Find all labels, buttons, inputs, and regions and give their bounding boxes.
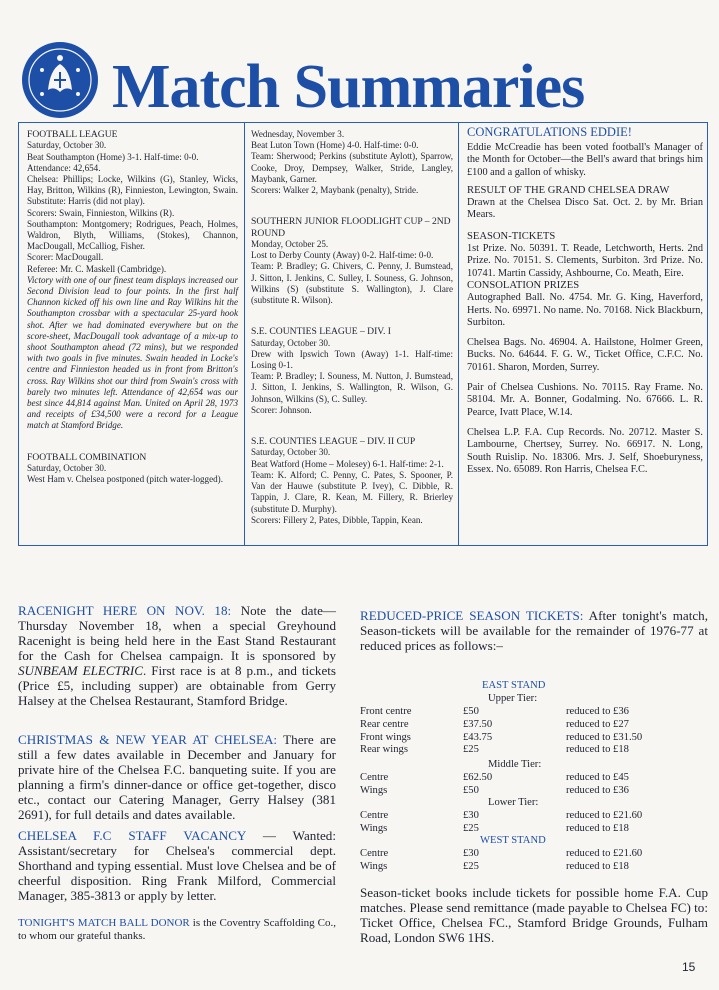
reduced-price: reduced to £18 bbox=[566, 822, 629, 834]
stand-section: Centre bbox=[360, 810, 389, 821]
books-notice: Season-ticket books include tickets for possible home F.A. Cup matches. Please send remittance (made payable to Chelsea FC) to: Ticket Office, Chelsea FC., Stamford Bridge Grounds, Fulham Road, London SW6 1HS. bbox=[360, 885, 708, 945]
full-price: £37.50 bbox=[463, 718, 493, 730]
div1-team: Team: P. Bradley; I. Souness, M. Nutton, J. Bumstead, J. Sitton, I. Jenkins, S. Wallington, R. Wilson, G. Johnson, Wilkins (S), C. Sulley. bbox=[251, 371, 453, 404]
southampton-scorer: Scorer: MacDougall. bbox=[27, 252, 104, 263]
stand-section: Wings bbox=[360, 860, 388, 872]
draw-text: Drawn at the Chelsea Disco Sat. Oct. 2. by Mr. Brian Mears. bbox=[467, 197, 703, 221]
price-row bbox=[360, 823, 708, 836]
reduced-price: reduced to £27 bbox=[566, 718, 629, 730]
consolation-heading: CONSOLATION PRIZES bbox=[467, 279, 580, 291]
reduced-price: reduced to £31.50 bbox=[566, 731, 643, 743]
attendance: Attendance: 42,654. bbox=[27, 162, 101, 173]
full-price: £25 bbox=[463, 744, 479, 756]
west-stand-heading: WEST STAND bbox=[480, 835, 546, 846]
full-price: £30 bbox=[463, 848, 479, 859]
racenight-heading: RACENIGHT HERE ON NOV. 18: bbox=[18, 603, 232, 618]
combination-heading: FOOTBALL COMBINATION bbox=[27, 451, 147, 463]
southampton-lineup: Southampton: Montgomery; Rodrigues, Peach, Holmes, Waldron, Blyth, Williams, (Stokes), Channon, MacDougall, McCalliog, Fisher. bbox=[27, 218, 238, 252]
price-row bbox=[360, 772, 708, 785]
div1-result: Drew with Ipswich Town (Away) 1-1. Half-time: Losing 0-1. bbox=[251, 348, 453, 371]
luton-scorers: Scorers: Walker 2, Maybank (penalty), Stride. bbox=[251, 185, 419, 196]
reduced-price: reduced to £18 bbox=[566, 860, 629, 872]
div1-date: Saturday, October 30. bbox=[251, 337, 331, 348]
floodlight-result: Lost to Derby County (Away) 0-2. Half-time: 0-0. bbox=[251, 250, 434, 261]
luton-date: Wednesday, November 3. bbox=[251, 129, 345, 139]
donor-notice bbox=[18, 917, 336, 943]
racenight-text-1: Note the date—Thursday November 18, when a special Greyhound Racenight is being held here in the East Stand Restaurant for the Cash for Chelsea campaign. It is sponsored by bbox=[18, 603, 336, 663]
floodlight-date: Monday, October 25. bbox=[251, 239, 329, 250]
column-announcements bbox=[459, 123, 709, 545]
reduced-price: reduced to £36 bbox=[566, 784, 629, 796]
lower-tier-label: Lower Tier: bbox=[488, 797, 539, 808]
congrats-text: Eddie McCreadie has been voted football's Manager of the Month for October—the Bell's award that brings him £100 and a gallon of whisky. bbox=[467, 142, 703, 178]
racenight-notice bbox=[18, 603, 336, 708]
reduced-price: reduced to £21.60 bbox=[566, 848, 643, 859]
middle-tier-label: Middle Tier: bbox=[488, 759, 542, 770]
price-row bbox=[360, 706, 708, 719]
racenight-text-2: . First race is at 8 p.m., and tickets (Price £5, including supper) are obtainable from Gerry Halsey at the Chelsea Restaurant, Stamford Bridge. bbox=[18, 663, 336, 708]
christmas-text: There are still a few dates available in December and January for private hire of the Chelsea F.C. banqueting suite. If you are planning a firm's dinner-dance or office get-together, disco etc., contact our Catering Manager, Gerry Halsey (381 2691), for full details and dates available. bbox=[18, 732, 336, 822]
price-row bbox=[360, 785, 708, 798]
christmas-notice bbox=[18, 732, 336, 822]
floodlight-heading: SOUTHERN JUNIOR FLOODLIGHT CUP – 2ND ROUND bbox=[251, 216, 451, 239]
referee: Referee: Mr. C. Maskell (Cambridge). bbox=[27, 263, 167, 274]
stand-section: Front centre bbox=[360, 706, 412, 717]
page-number: 15 bbox=[682, 960, 696, 974]
page-title: Match Summaries bbox=[112, 53, 585, 121]
east-stand-heading: EAST STAND bbox=[482, 680, 546, 691]
vacancy-notice bbox=[18, 828, 336, 903]
vacancy-heading: CHELSEA F.C STAFF VACANCY bbox=[18, 828, 246, 843]
full-price: £25 bbox=[463, 822, 479, 834]
bags-text: Chelsea Bags. No. 46904. A. Hailstone, Holmer Green, Bucks. No. 64644. F. G. W., Ticket Office, C.F.C. No. 70161. Sharon, Morden, Surrey. bbox=[467, 337, 703, 373]
full-price: £25 bbox=[463, 860, 479, 872]
reduced-price: reduced to £21.60 bbox=[566, 810, 643, 821]
donor-heading: TONIGHT'S MATCH BALL DONOR bbox=[18, 917, 190, 929]
draw-heading: RESULT OF THE GRAND CHELSEA DRAW bbox=[467, 184, 670, 196]
div1-scorer: Scorer: Johnson. bbox=[251, 404, 312, 415]
full-price: £30 bbox=[463, 810, 479, 821]
full-price: £50 bbox=[463, 706, 479, 717]
reduced-notice bbox=[360, 608, 708, 653]
column-football-league bbox=[19, 123, 245, 545]
reduced-price: reduced to £18 bbox=[566, 744, 629, 756]
match-result: Beat Southampton (Home) 3-1. Half-time: 0-0. bbox=[27, 151, 199, 162]
match-report: Victory with one of our finest team displays increased our Second Division lead to four points. In the first half Channon kicked off his own line and Ray Wilkins hit the Southampton crossbar with a spectacular 25-yard hook shot. After we had dominated everywhere but on the score-sheet, MacDougall took advantage of a mix-up to shoot Southampton ahead (72 mins), but we responded with two goals in five minutes. Swain headed in Locke's centre and Finnieston headed us in front from Britton's cross. Ray Wilkins shot our third from Swain's cross with barely two minutes left. Attendance of 42,654 was our best since 44,814 against Man. United on April 28, 1973 and receipts of £34,500 were a record for a League match at Stamford Bridge. bbox=[27, 274, 238, 431]
full-price: £43.75 bbox=[463, 731, 493, 743]
stand-section: Rear centre bbox=[360, 718, 409, 730]
stand-section: Front wings bbox=[360, 731, 411, 743]
stand-section: Centre bbox=[360, 848, 389, 859]
price-row bbox=[360, 732, 708, 745]
reduced-price: reduced to £36 bbox=[566, 706, 629, 717]
div1-heading: S.E. COUNTIES LEAGUE – DIV. I bbox=[251, 326, 391, 338]
chelsea-scorers: Scorers: Swain, Finnieston, Wilkins (R). bbox=[27, 207, 175, 218]
records-text: Chelsea L.P. F.A. Cup Records. No. 20712. Master S. Lambourne, Chertsey, Surrey. No. 66917. N. Long, South Ruislip. No. 18306. Mrs. J. Self, Shoeburyness, Essex. No. 65089. Ron Harris, Chelsea F.C. bbox=[467, 426, 703, 475]
racenight-sponsor: SUNBEAM ELECTRIC bbox=[18, 663, 143, 678]
div2-heading: S.E. COUNTIES LEAGUE – DIV. II CUP bbox=[251, 436, 416, 448]
chelsea-crest-icon bbox=[20, 40, 100, 120]
cushions-text: Pair of Chelsea Cushions. No. 70115. Ray Frame. No. 58104. Mr. A. Bonner, Godalming. No. 67666. L. R. Pearce, Ivatt Place, W.14. bbox=[467, 382, 703, 418]
price-row bbox=[360, 848, 708, 861]
price-row bbox=[360, 861, 708, 874]
luton-team: Team: Sherwood; Perkins (substitute Aylott), Sparrow, Cooke, Droy, Dempsey, Walker, Stride, Langley, Maybank, Garner. bbox=[251, 151, 453, 184]
div2-team: Team: K. Alford; C. Penny, C. Pates, S. Spooner, P. Van der Hauwe (substitute P. Ivey), C. Dibble, R. Tappin, J. Clare, R. Kean, M. Fillery, R. Brierley (substitute D. Murphy). bbox=[251, 469, 453, 514]
div2-scorers: Scorers: Fillery 2, Pates, Dibble, Tappin, Kean. bbox=[251, 514, 423, 525]
page-header bbox=[18, 30, 708, 128]
vacancy-text: — Wanted: Assistant/secretary for Chelsea's commercial dept. Shorthand and typing essential. Must love Chelsea and be of cheerful disposition. Ring Frank Milford, Commercial Manager, 385-3813 or apply by letter. bbox=[18, 828, 336, 903]
match-date: Saturday, October 30. bbox=[27, 140, 107, 151]
price-row bbox=[360, 810, 708, 823]
reduced-text: After tonight's match, Season-tickets will be available for the remainder of 1976-77 at reduced prices as follows:– bbox=[360, 608, 708, 653]
stand-section: Wings bbox=[360, 784, 388, 796]
stand-section: Rear wings bbox=[360, 744, 408, 756]
combination-date: Saturday, October 30. bbox=[27, 463, 107, 474]
football-league-heading: FOOTBALL LEAGUE bbox=[27, 129, 118, 140]
summaries-panel bbox=[18, 122, 708, 546]
full-price: £50 bbox=[463, 784, 479, 796]
column-other-results bbox=[245, 123, 459, 545]
upper-tier-label: Upper Tier: bbox=[488, 693, 538, 704]
stand-section: Centre bbox=[360, 772, 389, 783]
div2-result: Beat Watford (Home – Molesey) 6-1. Half-time: 2-1. bbox=[251, 458, 444, 469]
season-heading: SEASON-TICKETS bbox=[467, 230, 556, 242]
div2-date: Saturday, October 30. bbox=[251, 447, 331, 458]
combination-result: West Ham v. Chelsea postponed (pitch water-logged). bbox=[27, 474, 223, 485]
full-price: £62.50 bbox=[463, 772, 493, 783]
reduced-price: reduced to £45 bbox=[566, 772, 629, 783]
congrats-heading: CONGRATULATIONS EDDIE! bbox=[467, 125, 632, 139]
price-row bbox=[360, 719, 708, 732]
christmas-heading: CHRISTMAS & NEW YEAR AT CHELSEA: bbox=[18, 732, 278, 747]
price-row bbox=[360, 744, 708, 757]
reduced-heading: REDUCED-PRICE SEASON TICKETS: bbox=[360, 608, 584, 623]
stand-section: Wings bbox=[360, 822, 388, 834]
donor-text: is the Coventry Scaffolding Co., to whom our grateful thanks. bbox=[18, 917, 336, 942]
chelsea-lineup: Chelsea: Phillips; Locke, Wilkins (G), Stanley, Wicks, Hay, Britton, Wilkins (R), Finnieston, Lewington, Swain. Substitute: Harris (did not play). bbox=[27, 174, 238, 207]
floodlight-team: Team: P. Bradley; G. Chivers, C. Penny, J. Bumstead, J. Sitton, I. Jenkins, C. Sulley, I. Souness, G. Johnson, Wilkins (S) (substitute S. Wallington), J. Clare (substitute R. Wilson). bbox=[251, 261, 453, 306]
luton-result: Beat Luton Town (Home) 4-0. Half-time: 0-0. bbox=[251, 140, 419, 151]
season-text: 1st Prize. No. 50391. T. Reade, Letchworth, Herts. 2nd Prize. No. 70151. S. Clements, Surbiton. 3rd Prize. No. 10741. Martin Cassidy, Ashbourne, Co. Meath, Eire. bbox=[467, 243, 703, 279]
consolation-text: Autographed Ball. No. 4754. Mr. G. King, Haverford, Herts. No. 69971. No name. No. 70168. Nick Blackburn, Surbiton. bbox=[467, 292, 703, 328]
